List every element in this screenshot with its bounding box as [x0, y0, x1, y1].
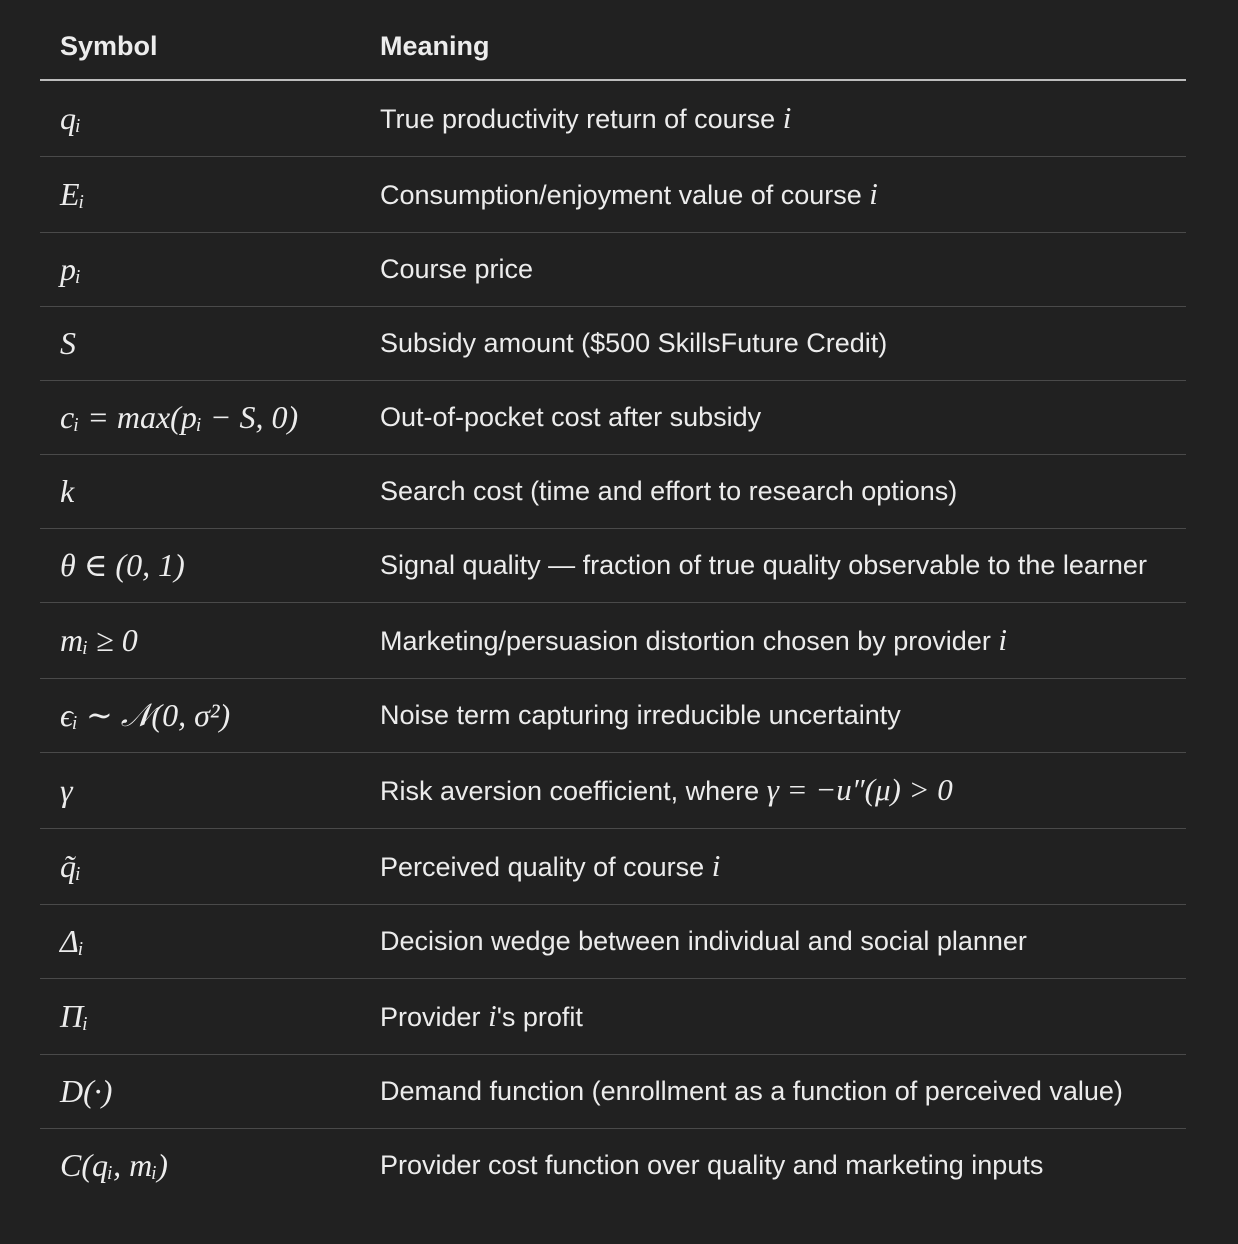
- meaning-cell: [360, 1055, 1186, 1129]
- symbol-cell: D(·): [40, 1055, 360, 1129]
- meaning-math: i: [782, 100, 792, 135]
- meaning-math: i: [869, 176, 878, 211]
- symbol-cell: pᵢ: [40, 233, 360, 307]
- symbol-cell: qᵢ: [40, 80, 360, 157]
- table-row: [40, 157, 1186, 233]
- table-row: [40, 829, 1186, 905]
- meaning-text: Demand function (enrollment as a function of perceived value): [380, 1076, 1123, 1106]
- meaning-text: Provider cost function over quality and marketing inputs: [380, 1150, 1044, 1180]
- header-symbol: Symbol: [40, 14, 360, 80]
- table-body: [40, 80, 1186, 1202]
- meaning-math: i: [488, 998, 497, 1033]
- symbol-cell: q̃ᵢ: [40, 829, 360, 905]
- meaning-cell: [360, 905, 1186, 979]
- table-row: [40, 1129, 1186, 1203]
- meaning-text: Provider: [380, 1002, 481, 1032]
- meaning-text: Perceived quality of course: [380, 852, 705, 882]
- table-row: [40, 905, 1186, 979]
- meaning-cell: [360, 233, 1186, 307]
- table-row: [40, 979, 1186, 1055]
- meaning-text: Marketing/persuasion distortion chosen by provider: [380, 626, 991, 656]
- table-row: [40, 529, 1186, 603]
- table-row: [40, 80, 1186, 157]
- meaning-text: Out-of-pocket cost after subsidy: [380, 402, 762, 432]
- symbol-cell: S: [40, 307, 360, 381]
- meaning-text: Course price: [380, 254, 534, 284]
- symbol-cell: γ: [40, 753, 360, 829]
- table-row: [40, 679, 1186, 753]
- meaning-cell: [360, 1129, 1186, 1203]
- symbol-cell: ϵᵢ ∼ 𝒩(0, σ²): [40, 679, 360, 753]
- meaning-cell: [360, 80, 1186, 157]
- meaning-cell: [360, 157, 1186, 233]
- meaning-text: Search cost (time and effort to research options): [380, 476, 958, 506]
- table-row: [40, 233, 1186, 307]
- symbol-cell: cᵢ = max(pᵢ − S, 0): [40, 381, 360, 455]
- meaning-text: Subsidy amount ($500 SkillsFuture Credit): [380, 328, 888, 358]
- table-row: [40, 307, 1186, 381]
- meaning-text: Signal quality — fraction of true quality observable to the learner: [380, 550, 1147, 580]
- meaning-cell: [360, 529, 1186, 603]
- symbol-cell: Πᵢ: [40, 979, 360, 1055]
- symbol-cell: k: [40, 455, 360, 529]
- table-row: [40, 381, 1186, 455]
- symbol-cell: θ ∈ (0, 1): [40, 529, 360, 603]
- symbol-cell: C(qᵢ, mᵢ): [60, 1147, 168, 1183]
- table-header-row: [40, 14, 1186, 80]
- meaning-cell: [360, 381, 1186, 455]
- meaning-cell: [360, 753, 1186, 829]
- meaning-text-after: 's profit: [496, 1002, 583, 1032]
- meaning-math: γ = −u″(μ) > 0: [766, 772, 953, 807]
- header-meaning: Meaning: [360, 14, 1186, 80]
- meaning-cell: [360, 455, 1186, 529]
- table-row: [40, 603, 1186, 679]
- symbol-cell: Eᵢ: [40, 157, 360, 233]
- meaning-text: Noise term capturing irreducible uncertainty: [380, 700, 901, 730]
- meaning-text: Consumption/enjoyment value of course: [380, 180, 862, 210]
- table-row: [40, 753, 1186, 829]
- meaning-cell: [360, 307, 1186, 381]
- symbol-cell: mᵢ ≥ 0: [40, 603, 360, 679]
- symbol-table: [40, 14, 1186, 1202]
- symbol-table-container: [40, 14, 1186, 1202]
- meaning-math: i: [711, 848, 721, 883]
- meaning-cell: [360, 829, 1186, 905]
- meaning-text: Risk aversion coefficient, where: [380, 776, 760, 806]
- table-row: [40, 1055, 1186, 1129]
- meaning-cell: [360, 603, 1186, 679]
- meaning-text: Decision wedge between individual and social planner: [380, 926, 1027, 956]
- table-row: [40, 455, 1186, 529]
- meaning-cell: [360, 979, 1186, 1055]
- meaning-text: True productivity return of course: [380, 104, 776, 134]
- symbol-cell: Δᵢ: [40, 905, 360, 979]
- meaning-cell: [360, 679, 1186, 753]
- meaning-math: i: [998, 622, 1007, 657]
